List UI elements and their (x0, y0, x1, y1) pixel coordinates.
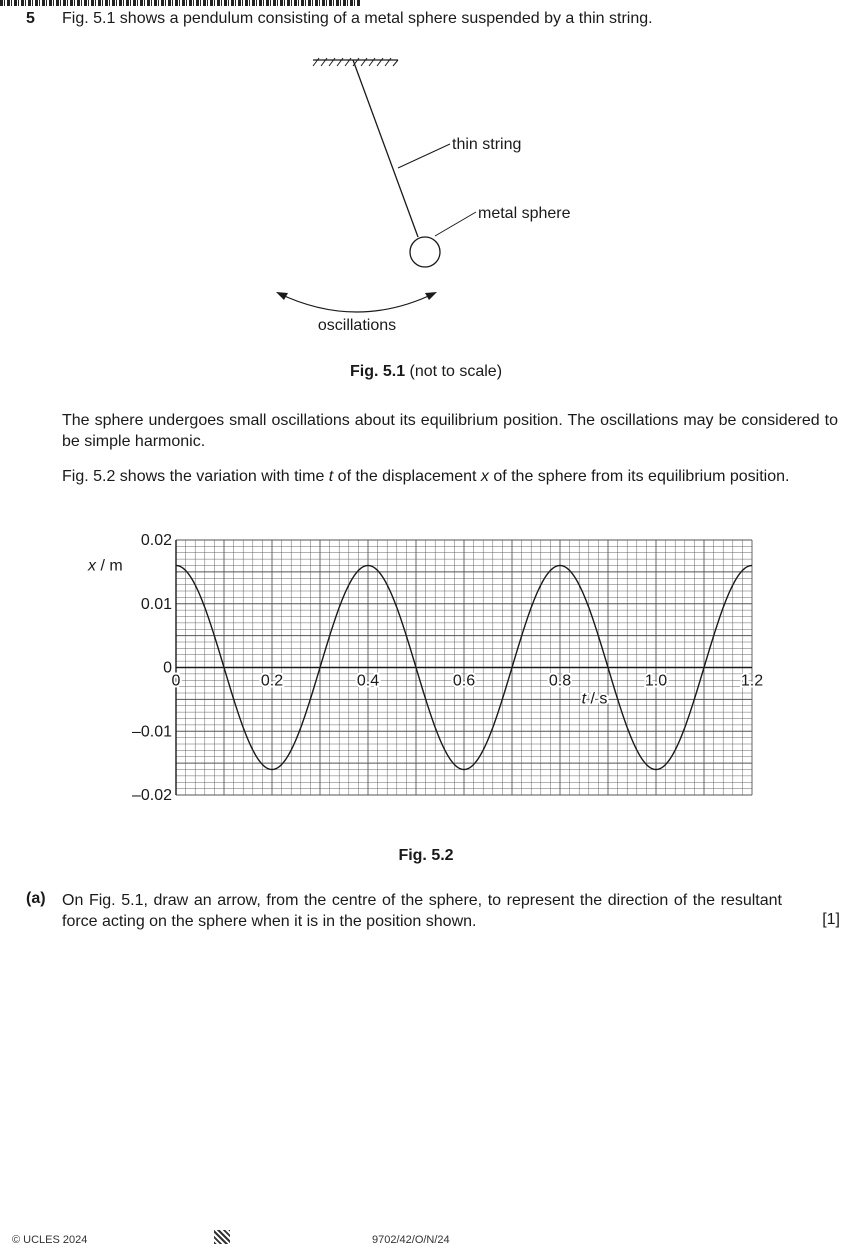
fig51-caption-bold: Fig. 5.1 (349, 363, 406, 380)
fig51-caption-rest: (not to scale) (405, 363, 503, 380)
part-a-label: (a) (26, 890, 46, 907)
part-a-text: On Fig. 5.1, draw an arrow, from the centre of the sphere, to represent the direction of the resultant force acting on the sphere when it is in the position shown. (62, 892, 782, 930)
y-axis-label: x / m (88, 557, 123, 575)
x-axis-label: t / s (581, 690, 608, 708)
footer-copyright: © UCLES 2024 (12, 1234, 88, 1246)
fig52-caption: Fig. 5.2 (398, 847, 454, 864)
p2-text-a: Fig. 5.2 shows the variation with time (62, 468, 329, 485)
metal-sphere (410, 237, 440, 267)
displacement-time-graph (0, 530, 852, 830)
pendulum-figure (0, 50, 852, 350)
p2-var-t: t (328, 468, 334, 485)
oscillations-label: oscillations (317, 317, 397, 334)
y-tick-label: 0.01 (140, 595, 172, 613)
x-tick-label: 0.2 (260, 672, 284, 690)
footer-paper-code: 9702/42/O/N/24 (372, 1234, 450, 1246)
part-a-marks: [1] (822, 911, 840, 928)
y-tick-labels (132, 532, 172, 804)
ceiling-hatching (313, 58, 398, 66)
y-tick-label: 0.02 (140, 532, 172, 549)
metal-sphere-label: metal sphere (478, 205, 571, 222)
x-tick-label: 0 (171, 672, 181, 690)
sphere-leader-line (435, 212, 476, 236)
x-tick-label: 0.6 (452, 672, 476, 690)
p2-var-x: x (480, 468, 489, 485)
x-tick-label: 0.4 (356, 672, 380, 690)
y-tick-label: –0.02 (131, 787, 172, 804)
thin-string (353, 60, 418, 237)
arc-arrowhead-right (425, 292, 437, 300)
question-number: 5 (26, 10, 35, 27)
x-tick-label: 1.0 (644, 672, 668, 690)
x-tick-label: 0.8 (548, 672, 572, 690)
fig51-caption (0, 363, 852, 381)
y-tick-label: 0 (163, 659, 172, 677)
barcode-strip (0, 0, 360, 6)
string-leader-line (398, 144, 450, 168)
paragraph-fig52-intro (62, 466, 838, 487)
x-tick-labels (172, 673, 764, 690)
p2-text-b: of the displacement (333, 468, 481, 485)
question-intro: Fig. 5.1 shows a pendulum consisting of a metal sphere suspended by a thin string. (62, 10, 653, 27)
arc-arrowhead-left (276, 292, 288, 300)
footer-qr-code (214, 1230, 230, 1244)
thin-string-label: thin string (452, 136, 522, 153)
y-tick-label: –0.01 (131, 723, 172, 741)
x-tick-label: 1.2 (740, 672, 764, 690)
paragraph-shm: The sphere undergoes small oscillations about its equilibrium position. The oscillations may be considered to be simple harmonic. (62, 412, 838, 450)
p2-text-c: of the sphere from its equilibrium position. (488, 468, 790, 485)
oscillation-arc (278, 293, 435, 312)
